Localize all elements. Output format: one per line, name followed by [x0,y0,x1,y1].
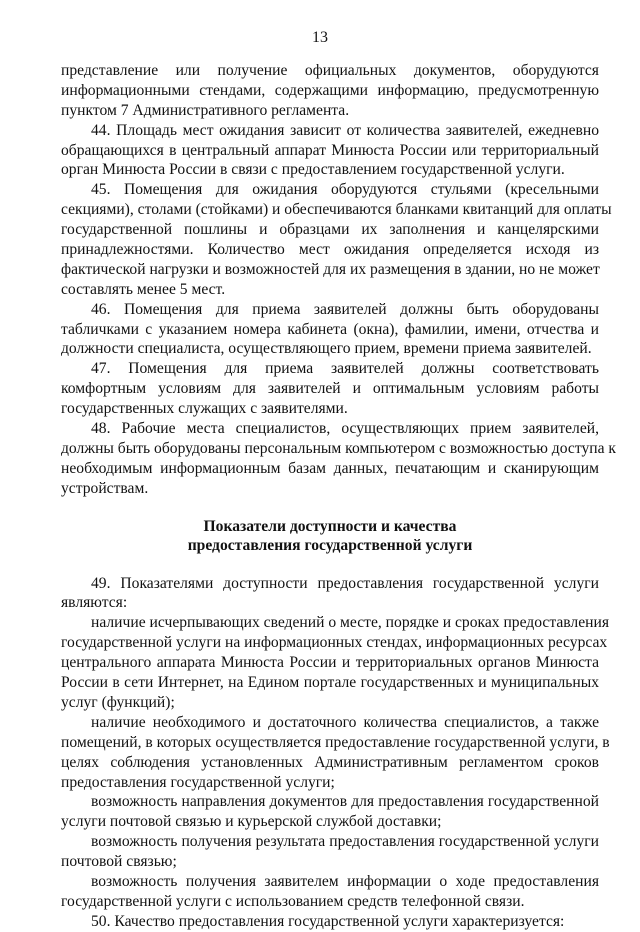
text-line: табличками с указанием номера кабинета (окна), фамилии, имени, отчества и [61,320,599,338]
paragraph [61,792,599,832]
paragraph [61,359,599,419]
text-line: пунктом 7 Административного регламента. [61,101,350,119]
text-line: необходимым информационным базам данных, печатающим и сканирующим [61,459,599,477]
text-line: комфортным условиям для заявителей и оптимальным условиям работы [61,380,599,398]
text-line: государственной пошлины и образцами их заполнения и канцелярскими [61,221,599,239]
text-line: услуг (функций); [61,693,175,711]
text-line: центрального аппарата Минюста России и территориальных органов Минюста [61,654,599,672]
text-line: обращающихся в центральный аппарат Минюста России или территориальный [61,141,599,159]
page-number: 13 [312,29,328,46]
text-line: информационными стендами, содержащими информацию, предусмотренную [61,81,599,99]
paragraph [61,872,599,912]
text-line: 48. Рабочие места специалистов, осуществляющих прием заявителей, [91,420,599,438]
section-accessibility-indicators [61,574,610,932]
text-line: услуги почтовой связью и курьерской службой доставки; [61,813,442,831]
text-line: 45. Помещения для ожидания оборудуются стульями (кресельными [91,181,599,199]
paragraph [61,912,599,932]
document-body [61,61,616,932]
text-line: должности специалиста, осуществляющего прием, времени приема заявителей. [61,340,592,358]
text-line: 47. Помещения для приема заявителей должны соответствовать [91,360,599,378]
text-line: возможность получения результата предоставления государственной услуги [91,833,599,851]
paragraph [61,180,612,299]
text-line: должны быть оборудованы персональным компьютером с возможностью доступа к [61,439,616,457]
paragraph [61,121,599,181]
paragraph [61,613,609,712]
text-line: являются: [61,594,128,612]
paragraph [61,300,599,360]
paragraph [61,419,616,499]
paragraph [61,832,599,872]
section-premises-requirements [61,61,616,499]
text-line: принадлежностями. Количество мест ожидания определяется исходя из [61,241,599,259]
heading-line-2: предоставления государственной услуги [187,537,473,555]
text-line: устройствам. [61,479,149,497]
text-line: фактической нагрузки и возможностей для их размещения в здании, но не может [61,260,600,278]
text-line: помещений, в которых осуществляется предоставление государственной услуги, в [61,733,610,751]
text-line: составлять менее 5 мест. [61,280,226,298]
text-line: целях соблюдения установленных Административным регламентом сроков [61,753,599,771]
text-line: возможность получения заявителем информации о ходе предоставления [91,872,599,890]
text-line: почтовой связью; [61,853,177,871]
text-line: России в сети Интернет, на Едином портале государственных и муниципальных [61,674,599,692]
text-line: орган Минюста России в связи с предоставлением государственной услуги. [61,161,565,179]
text-line: представление или получение официальных документов, оборудуются [61,62,599,79]
text-line: государственной услуги на информационных стендах, информационных ресурсах [61,634,608,652]
text-line: возможность направления документов для предоставления государственной [91,793,599,811]
text-line: 49. Показателями доступности предоставления государственной услуги [91,574,599,592]
paragraph [61,574,599,614]
text-line: наличие исчерпывающих сведений о месте, порядке и сроках предоставления [91,614,609,632]
paragraph [61,713,610,793]
section-heading [61,517,599,556]
text-line: наличие необходимого и достаточного количества специалистов, а также [91,713,599,731]
text-line: предоставления государственной услуги; [61,773,335,791]
text-line: 50. Качество предоставления государственной услуги характеризуется: [91,912,565,930]
text-line: 44. Площадь мест ожидания зависит от количества заявителей, ежедневно [91,121,599,139]
text-line: секциями), столами (стойками) и обеспечиваются бланками квитанций для оплаты [61,201,612,219]
paragraph [61,61,599,121]
text-line: государственных служащих с заявителями. [61,400,348,418]
heading-line-1: Показатели доступности и качества [203,517,457,535]
text-line: государственной услуги с использованием средств телефонной связи. [61,892,525,910]
text-line: 46. Помещения для приема заявителей должны быть оборудованы [91,300,599,318]
